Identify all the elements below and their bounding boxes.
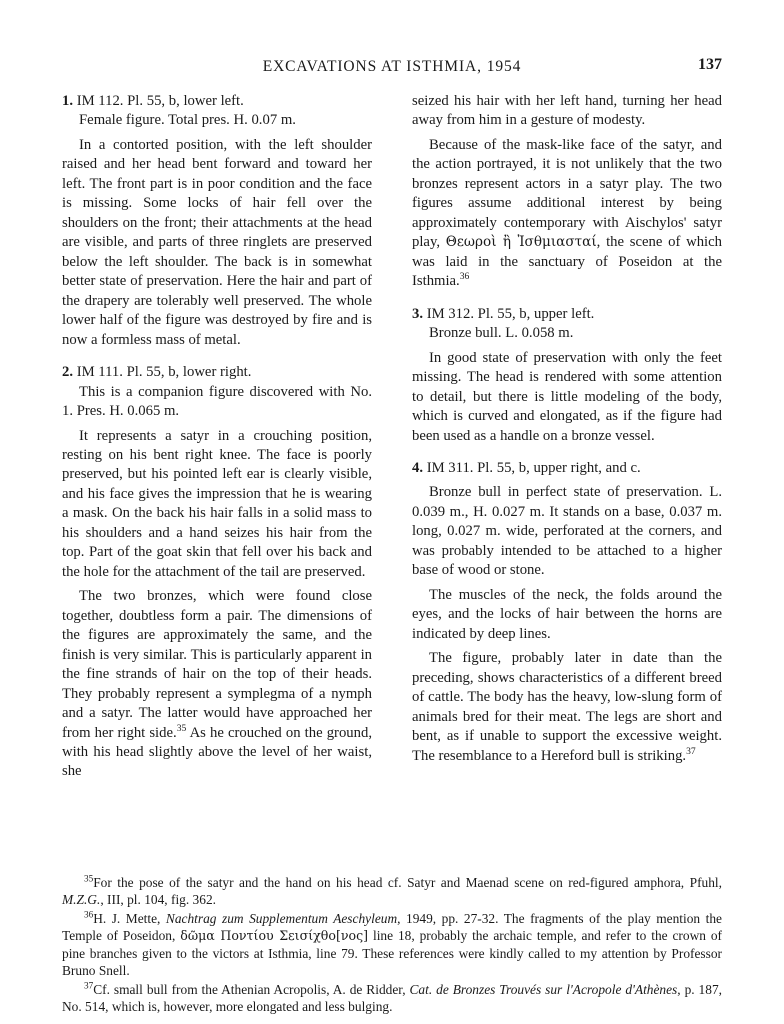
- footnote-marker-36[interactable]: 36: [459, 271, 470, 283]
- paragraph-text: The figure, probably later in date than the preceding, shows characteristics of a different breed of cattle. The body has the heavy, low-slung form of animals bred for their meat. The legs are short and bent, as if unable to support the excessive weight. The resemblance to a Hereford bull is striking.: [412, 650, 722, 764]
- running-head-title: EXCAVATIONS AT ISTHMIA, 1954: [262, 58, 522, 75]
- running-head: [62, 58, 722, 76]
- entry-number: 1.: [62, 93, 74, 109]
- catalog-entry-2-heading: [62, 363, 372, 382]
- column-left: [62, 92, 372, 782]
- footnote-37: [62, 981, 722, 1016]
- footnote-number-35: 35: [84, 873, 94, 884]
- footnote-37-text-a: Cf. small bull from the Athenian Acropolis, A. de Ridder,: [93, 981, 410, 997]
- entry-heading-text: IM 111. Pl. 55, b, lower right.: [73, 364, 252, 381]
- footnote-36-text-a: H. J. Mette,: [93, 910, 166, 926]
- footnote-35-text-b: , III, pl. 104, fig. 362.: [100, 892, 216, 908]
- catalog-entry-4-heading: [412, 459, 722, 478]
- footnote-37-italic: Cat. de Bronzes Trouvés sur l'Acropole d'Athènes: [409, 981, 678, 997]
- footnote-35-italic: M.Z.G.: [62, 892, 101, 908]
- entry-heading-text: IM 312. Pl. 55, b, upper left.: [423, 305, 595, 322]
- page-number: 137: [698, 56, 722, 73]
- catalog-entry-4-paragraph-3: [412, 649, 722, 766]
- entry-number: 4.: [412, 459, 424, 476]
- entry-heading-text: IM 112. Pl. 55, b, lower left.: [73, 93, 244, 109]
- catalog-entry-2-paragraph-1: It represents a satyr in a crouching position, resting on his bent right knee. The face is poorly preserved, but his pointed left ear is clearly visible, and his face gives the impression that he is wearing a mask. On the back his hair falls in a solid mass to his shoulders and a hand seizes his hair from the top. Part of the goat skin that fell over his back and the hole for the attachment of the tail are preserved.: [62, 427, 372, 580]
- entry-number: 3.: [412, 305, 424, 322]
- carryover-paragraph: seized his hair with her left hand, turning her head away from him in a gesture of modesty.: [412, 93, 722, 129]
- catalog-entry-2-subheading: This is a companion figure discovered with No. 1. Pres. H. 0.065 m.: [62, 383, 372, 420]
- column-right: [412, 92, 722, 782]
- footnote-37-text-b: , p. 187, No. 514, which is, however, more elongated and less bulging.: [62, 981, 722, 1014]
- two-column-body: [62, 92, 722, 782]
- footnote-35-text-a: For the pose of the satyr and the hand on his head cf. Satyr and Maenad scene on red-figured amphora, Pfuhl,: [93, 875, 722, 890]
- footnotes-block: [62, 874, 722, 1016]
- footnote-36-greek: δῶμα Ποντίου Σεισίχθο[νος]: [180, 928, 369, 944]
- entry-number: 2.: [62, 364, 74, 381]
- entry-heading-text: IM 311. Pl. 55, b, upper right, and c.: [423, 459, 641, 476]
- footnote-marker-35[interactable]: 35: [176, 722, 187, 734]
- catalog-entry-4-paragraph-1: Bronze bull in perfect state of preservation. L. 0.039 m., H. 0.027 m. It stands on a base, 0.037 m. long, 0.027 m. wide, perforated at the corners, and was probably intended to be attached to a higher base of wood or stone.: [412, 484, 722, 579]
- catalog-entry-4-paragraph-2: The muscles of the neck, the folds around the eyes, and the locks of hair between the horns are indicated by deep lines.: [412, 586, 722, 642]
- footnote-36-text-c: line 18, probably the archaic temple, and refer to the crown of pine branches given to the victors at Isthmia, line 79. These references were kindly called to my attention by Professor Bruno Snell.: [62, 928, 722, 979]
- footnote-35: [62, 874, 722, 909]
- catalog-entry-3-heading: [412, 305, 722, 324]
- catalog-entry-1-subheading: Female figure. Total pres. H. 0.07 m.: [79, 112, 296, 129]
- greek-phrase-theoroi: Θεωροὶ ἢ Ἰσθμιασταί: [445, 234, 597, 251]
- catalog-entry-2-paragraph-2: The two bronzes, which were found close together, doubtless form a pair. The dimensions of the figures are approximately the same, and the finish is very similar. This is particularly apparent in the fine strands of hair on the top of their heads. They probably represent a symplegma of a nymph and a satyr. The latter would have approached her from her right side.$^{35}$ As he crouched on the ground, with his head slightly above the level of her waist, she: [62, 588, 372, 780]
- footnote-number-37: 37: [84, 980, 94, 991]
- satyr-play-text-b: , the scene of which was laid in the sanctuary of Poseidon at the Isthmia.: [412, 234, 722, 290]
- footnote-36-text-b: , 1949, pp. 27-32. The fragments of the play mention the Temple of Poseidon,: [62, 910, 722, 944]
- satyr-play-paragraph: [412, 136, 722, 292]
- footnote-36-italic: Nachtrag zum Supplementum Aeschyleum: [165, 910, 398, 926]
- catalog-entry-1-paragraph: In a contorted position, with the left shoulder raised and her head bent forward and toward her left. The front part is in poor condition and the face is missing. Some locks of hair fell over the shoulders on the front; their attachments at the head are visible, and parts of three ringlets are preserved below the left shoulder. The back is in somewhat better state of preservation. Here the hair and part of the drapery are tolerably well preserved. The whole lower half of the figure was destroyed by fire and is now a formless mass of metal.: [62, 136, 372, 348]
- catalog-entry-3-paragraph: In good state of preservation with only the feet missing. The head is rendered with some attention to detail, but there is little modeling of the body, which is curved and elongated, as if the figure had been used as a handle on a bronze vessel.: [412, 349, 722, 444]
- paragraph-text: The two bronzes, which were found close together, doubtless form a pair. The dimensions of the figures are approximately the same, and the finish is very similar. This is particularly apparent in the fine strands of hair on the top of their heads. They probably represent a symplegma of a nymph and a satyr. The latter would have approached her from her right side.: [62, 588, 372, 741]
- footnote-number-36: 36: [84, 909, 94, 920]
- catalog-entry-1-heading: [62, 92, 372, 111]
- footnote-marker-37[interactable]: 37: [686, 745, 696, 757]
- footnote-36: [62, 910, 722, 980]
- satyr-play-text-a: Because of the mask-like face of the satyr, and the action portrayed, it is not unlikely that the two bronzes represent actors in a satyr play. The two figures assume additional interest by being approximately contemporary with Aischylos' satyr play,: [412, 136, 722, 251]
- catalog-entry-3-subheading: Bronze bull. L. 0.058 m.: [429, 325, 574, 342]
